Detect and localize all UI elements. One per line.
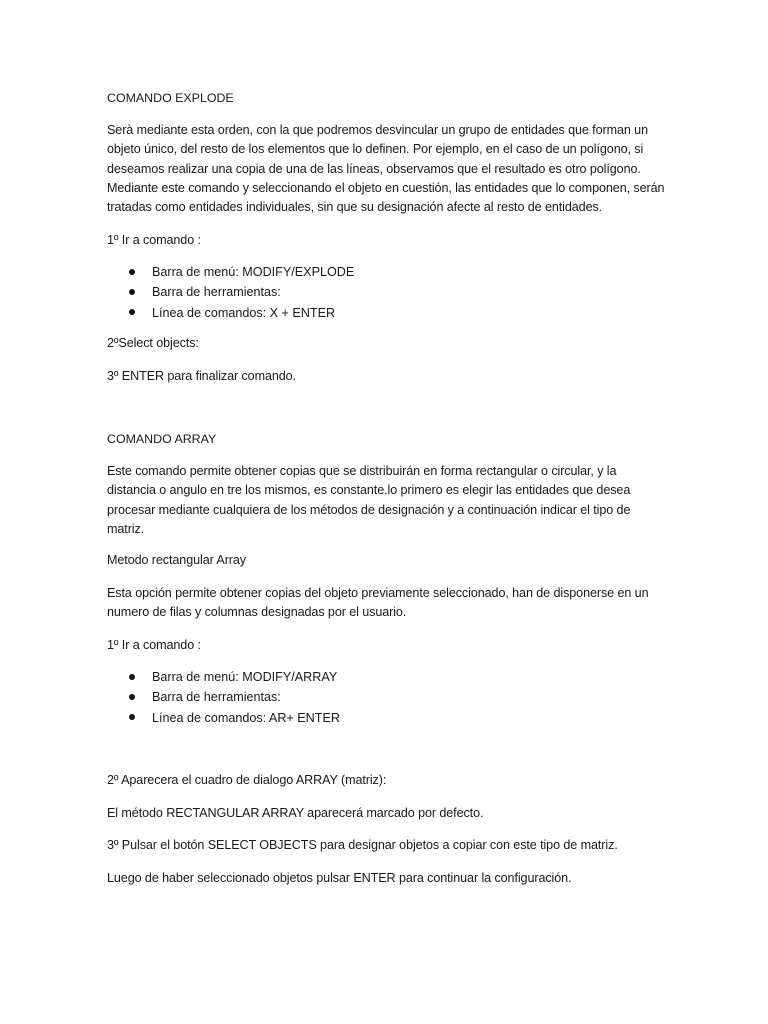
list-item <box>107 687 667 707</box>
array-command-list <box>107 667 667 728</box>
bullet-icon <box>129 714 135 720</box>
explode-step-1: 1º Ir a comando : <box>107 233 201 247</box>
array-step-2: 2º Aparecera el cuadro de dialogo ARRAY (matriz): <box>107 773 387 787</box>
bullet-icon <box>129 309 135 315</box>
explode-intro-paragraph: Serà mediante esta orden, con la que podremos desvincular un grupo de entidades que forman un objeto único, del resto de los elementos que lo definen. Por ejemplo, en el caso de un polígono, si deseamos realizar una copia de una de las líneas, observamos que el resultado es otro polígono. Mediante este comando y seleccionando el objeto en cuestión, las entidades que lo componen, serán tratadas como entidades individuales, sin que su designación afecte al resto de entidades. <box>107 123 665 215</box>
list-item-text: Línea de comandos: AR+ ENTER <box>152 710 340 725</box>
explode-heading: COMANDO EXPLODE <box>107 91 234 105</box>
bullet-icon <box>129 674 135 680</box>
list-item <box>107 282 667 302</box>
list-item-text: Barra de menú: MODIFY/ARRAY <box>152 670 338 684</box>
explode-step-2: 2ºSelect objects: <box>107 336 199 350</box>
explode-step-3: 3º ENTER para finalizar comando. <box>107 369 296 383</box>
bullet-icon <box>129 289 135 295</box>
list-item <box>107 303 667 323</box>
array-continue-note: Luego de haber seleccionado objetos pulsar ENTER para continuar la configuración. <box>107 871 572 885</box>
array-step-3: 3º Pulsar el botón SELECT OBJECTS para designar objetos a copiar con este tipo de matriz. <box>107 838 618 852</box>
array-subheading: Metodo rectangular Array <box>107 553 247 567</box>
array-default-note: El método RECTANGULAR ARRAY aparecerá marcado por defecto. <box>107 806 484 820</box>
list-item-text: Línea de comandos: X + ENTER <box>152 305 336 320</box>
list-item <box>107 262 667 282</box>
list-item-text: Barra de herramientas: <box>152 285 281 300</box>
bullet-icon <box>129 269 135 275</box>
explode-command-list <box>107 262 667 323</box>
array-step-1: 1º Ir a comando : <box>107 638 201 652</box>
list-item <box>107 708 667 728</box>
list-item-text: Barra de menú: MODIFY/EXPLODE <box>152 265 355 279</box>
bullet-icon <box>129 694 135 700</box>
list-item <box>107 667 667 687</box>
array-intro-paragraph: Este comando permite obtener copias que se distribuirán en forma rectangular o circular, y la distancia o angulo en tre los mismos, es constante.lo primero es elegir las entidades que desea procesar mediante cualquiera de los métodos de designación y a continuación indicar el tipo de matriz. <box>107 464 631 536</box>
list-item-text: Barra de herramientas: <box>152 690 281 705</box>
array-heading: COMANDO ARRAY <box>107 432 217 446</box>
array-description-paragraph: Esta opción permite obtener copias del objeto previamente seleccionado, han de disponerse en un numero de filas y columnas designadas por el usuario. <box>107 586 649 620</box>
